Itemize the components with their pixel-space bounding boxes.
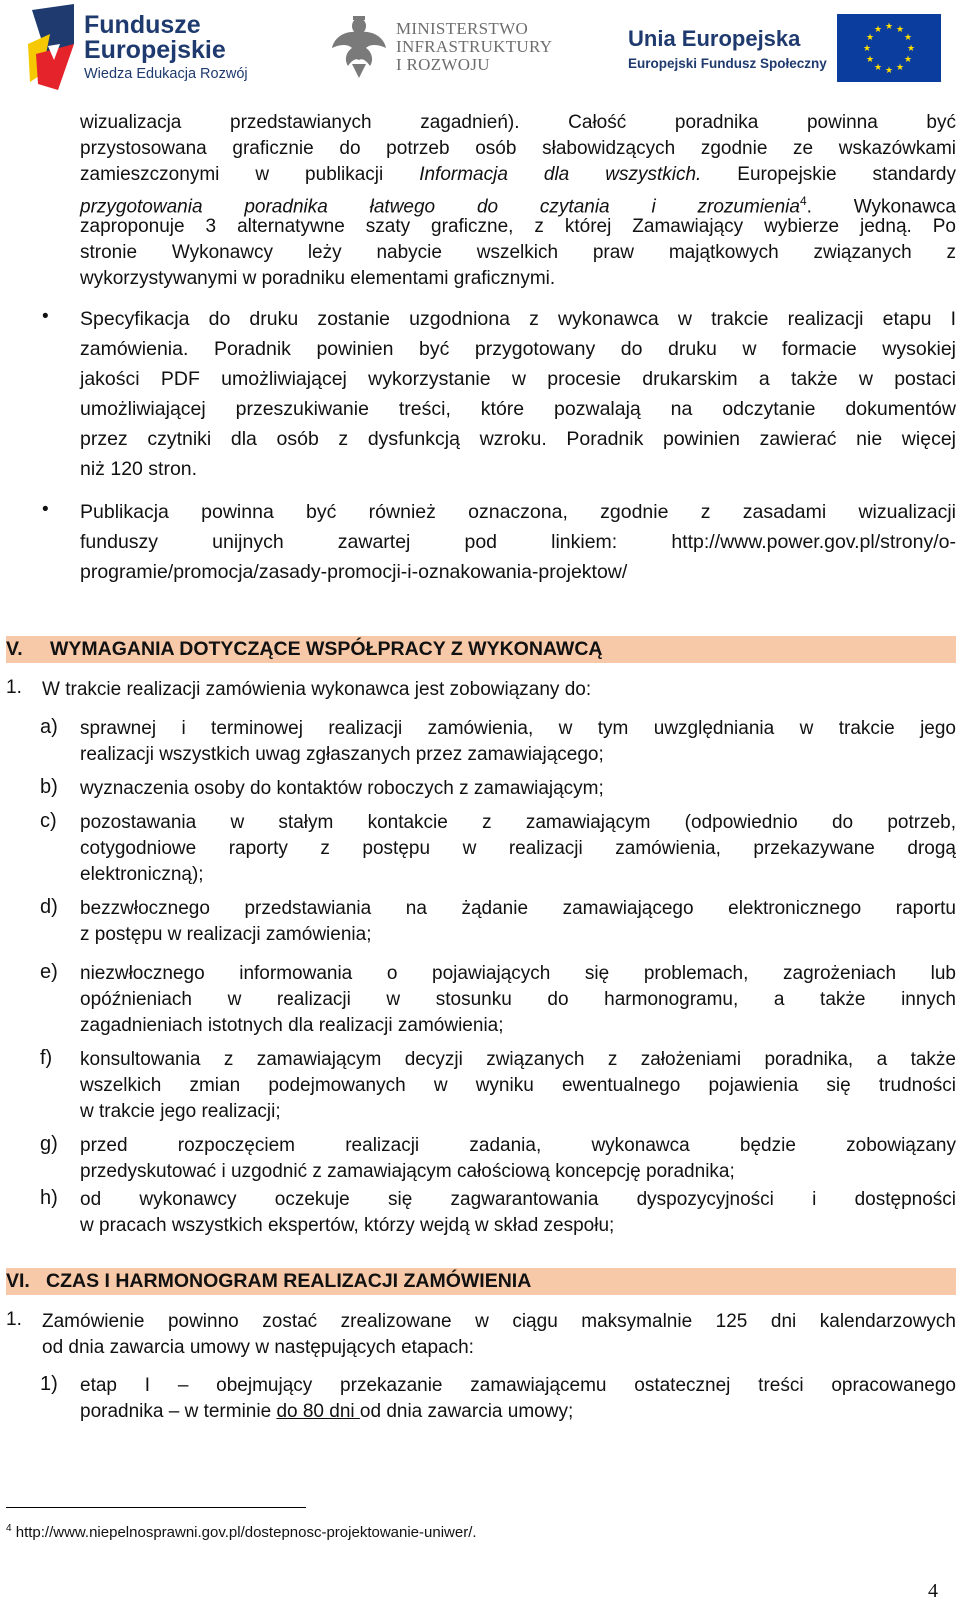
subitem-label: c) [40, 810, 57, 832]
fe-star-icon [28, 4, 76, 90]
svg-text:★: ★ [884, 22, 893, 32]
subitem-g-line-2: przedyskutować i uzgodnić z zamawiającym całościową koncepcję poradnika; [80, 1161, 735, 1182]
ue-logo-line1: Unia Europejska [628, 25, 801, 51]
subitem-f-line-2: wszelkich zmian podejmowanych w wyniku ewentualnego pojawienia się trudności [80, 1075, 956, 1096]
footnote-mark: 4 [6, 1523, 12, 1534]
subitem-h-line-2: w pracach wszystkich ekspertów, którzy wejdą w skład zespołu; [80, 1215, 615, 1236]
mi-logo-line1: MINISTERSTWO [396, 19, 529, 39]
subitem-d-line-2: z postępu w realizacji zamówienia; [80, 924, 372, 945]
svg-text:★: ★ [873, 63, 882, 73]
fe-logo-line1: Fundusze [84, 10, 201, 39]
publication-title: Informacja dla wszystkich. [419, 164, 702, 185]
bullet2-line-3: programie/promocja/zasady-promocji-i-oznakowania-projektow/ [80, 561, 628, 583]
svg-text:★: ★ [865, 33, 874, 43]
bullet1-line-2: zamówienia. Poradnik powinien być przygotowany do druku w formacie wysokiej [80, 338, 956, 360]
intro-line-5: zaproponuje 3 alternatywne szaty graficzne, z której Zamawiający wybierze jedną. Po [80, 216, 956, 237]
svg-text:★: ★ [895, 25, 904, 35]
subitem-c-line-2: cotygodniowe raporty z postępu w realizacji zamówienia, przekazywane drogą [80, 838, 956, 859]
svg-text:★: ★ [865, 55, 874, 65]
deadline-underlined: do 80 dni [276, 1401, 360, 1422]
subitem-e-line-3: zagadnieniach istotnych dla realizacji zamówienia; [80, 1015, 504, 1036]
subitem-c-line-3: elektroniczną); [80, 864, 204, 885]
svg-text:★: ★ [873, 25, 882, 35]
page-number: 4 [928, 1580, 938, 1602]
bullet1-line-4: umożliwiającej przeszukiwanie treści, które pozwalają na odczytanie dokumentów [80, 398, 956, 420]
bullet1-line-5: przez czytniki dla osób z dysfunkcją wzroku. Poradnik powinien zawierać nie więcej [80, 428, 956, 450]
bullet-dot: • [42, 306, 49, 327]
subitem-d-line-1: bezzwłocznego przedstawiania na żądanie zamawiającego elektronicznego raportu [80, 898, 956, 919]
svg-text:★: ★ [903, 33, 912, 43]
subitem-a-line-2: realizacji wszystkich uwag zgłaszanych przez zamawiającego; [80, 744, 604, 765]
subitem-e-line-2: opóźnieniach w realizacji w stosunku do harmonogramu, a także innych [80, 989, 956, 1010]
mi-logo-line2: INFRASTRUKTURY [396, 37, 553, 57]
item-number: 1. [6, 1309, 22, 1330]
unia-europejska-logo [628, 14, 941, 82]
subitem-b-line-1: wyznaczenia osoby do kontaktów roboczych z zamawiającym; [80, 778, 604, 799]
intro-line-4: przygotowania poradnika łatwego do czytania i zrozumienia$^4$. Wykonawca [80, 194, 956, 218]
item-text-line-2: od dnia zawarcia umowy w następujących etapach: [42, 1337, 474, 1358]
subitem-label: g) [40, 1133, 58, 1155]
fe-logo-line3: Wiedza Edukacja Rozwój [84, 65, 248, 82]
footnote-separator [6, 1507, 306, 1508]
intro-line-2: przystosowana graficznie do potrzeb osób słabowidzących zgodnie ze wskazówkami [80, 138, 956, 159]
item-number: 1. [6, 677, 22, 698]
svg-text:★: ★ [906, 44, 915, 54]
stage-1-line-1: etap I – obejmujący przekazanie zamawiającemu ostatecznej treści opracowanego [80, 1375, 956, 1396]
bullet2-line-2: funduszy unijnych zawartej pod linkiem: http://www.power.gov.pl/strony/o- [80, 531, 956, 553]
intro-line-3: zamieszczonymi w publikacji Informacja dla wszystkich. Europejskie standardy [80, 164, 957, 185]
footnote [6, 1523, 477, 1541]
subitem-label: b) [40, 776, 58, 798]
footnote-link[interactable]: http://www.niepelnosprawni.gov.pl/dostepnosc-projektowanie-uniwer/. [15, 1524, 477, 1541]
intro-line-7: wykorzystywanymi w poradniku elementami graficznymi. [80, 268, 556, 289]
fe-logo-line2: Europejskie [84, 35, 226, 64]
svg-text:★: ★ [895, 63, 904, 73]
footnote-ref[interactable]: 4 [799, 194, 807, 208]
subitem-c-line-1: pozostawania w stałym kontakcie z zamawiającym (odpowiednio do potrzeb, [80, 812, 956, 833]
stage-1-line-2: poradnika – w terminie do 80 dni od dnia zawarcia umowy; [80, 1401, 574, 1422]
section-heading-vi: VI. CZAS I HARMONOGRAM REALIZACJI ZAMÓWIENIA [6, 1268, 956, 1295]
subitem-label: e) [40, 961, 58, 983]
eu-flag-icon [837, 14, 941, 82]
mi-logo-line3: I ROZWOJU [396, 54, 490, 74]
subitem-label: 1) [40, 1373, 58, 1395]
bullet-dot: • [42, 499, 49, 520]
fundusze-europejskie-logo [28, 4, 248, 90]
svg-text:★: ★ [862, 44, 871, 54]
subitem-e-line-1: niezwłocznego informowania o pojawiających się problemach, zagrożeniach lub [80, 963, 956, 984]
svg-text:★: ★ [884, 66, 893, 76]
page-header [0, 0, 960, 100]
bullet2-line-1: Publikacja powinna być również oznaczona, zgodnie z zasadami wizualizacji [80, 501, 956, 523]
item-text-line-1: Zamówienie powinno zostać zrealizowane w ciągu maksymalnie 125 dni kalendarzowych [42, 1311, 956, 1332]
subitem-h-line-1: od wykonawcy oczekuje się zagwarantowania dyspozycyjności i dostępności [80, 1189, 956, 1210]
section-heading-v: V. WYMAGANIA DOTYCZĄCE WSPÓŁPRACY Z WYKONAWCĄ [6, 636, 956, 663]
bullet1-line-3: jakości PDF umożliwiającej wykorzystanie w procesie drukarskim a także w postaci [80, 368, 956, 390]
subitem-a-line-1: sprawnej i terminowej realizacji zamówienia, w tym uwzględniania w trakcie jego [80, 718, 956, 739]
eagle-emblem-icon [330, 14, 388, 80]
bullet1-line-6: niż 120 stron. [80, 458, 198, 480]
subitem-label: f) [40, 1047, 53, 1069]
bullet1-line-1: Specyfikacja do druku zostanie uzgodniona z wykonawca w trakcie realizacji etapu I [80, 308, 956, 330]
subitem-label: h) [40, 1187, 58, 1209]
ue-logo-line2: Europejski Fundusz Społeczny [628, 55, 827, 71]
intro-line-6: stronie Wykonawcy leży nabycie wszelkich praw majątkowych związanych z [80, 242, 956, 263]
svg-text:★: ★ [903, 55, 912, 65]
subitem-f-line-1: konsultowania z zamawiającym decyzji związanych z założeniami poradnika, a także [80, 1049, 956, 1070]
subitem-label: d) [40, 896, 58, 918]
subitem-f-line-3: w trakcie jego realizacji; [80, 1101, 281, 1122]
intro-line-1: wizualizacja przedstawianych zagadnień). Całość poradnika powinna być [80, 112, 956, 133]
item-text: W trakcie realizacji zamówienia wykonawca jest zobowiązany do: [42, 679, 592, 700]
subitem-g-line-1: przed rozpoczęciem realizacji zadania, wykonawca będzie zobowiązany [80, 1135, 956, 1156]
subitem-label: a) [40, 716, 58, 738]
ministerstwo-logo [330, 14, 552, 80]
